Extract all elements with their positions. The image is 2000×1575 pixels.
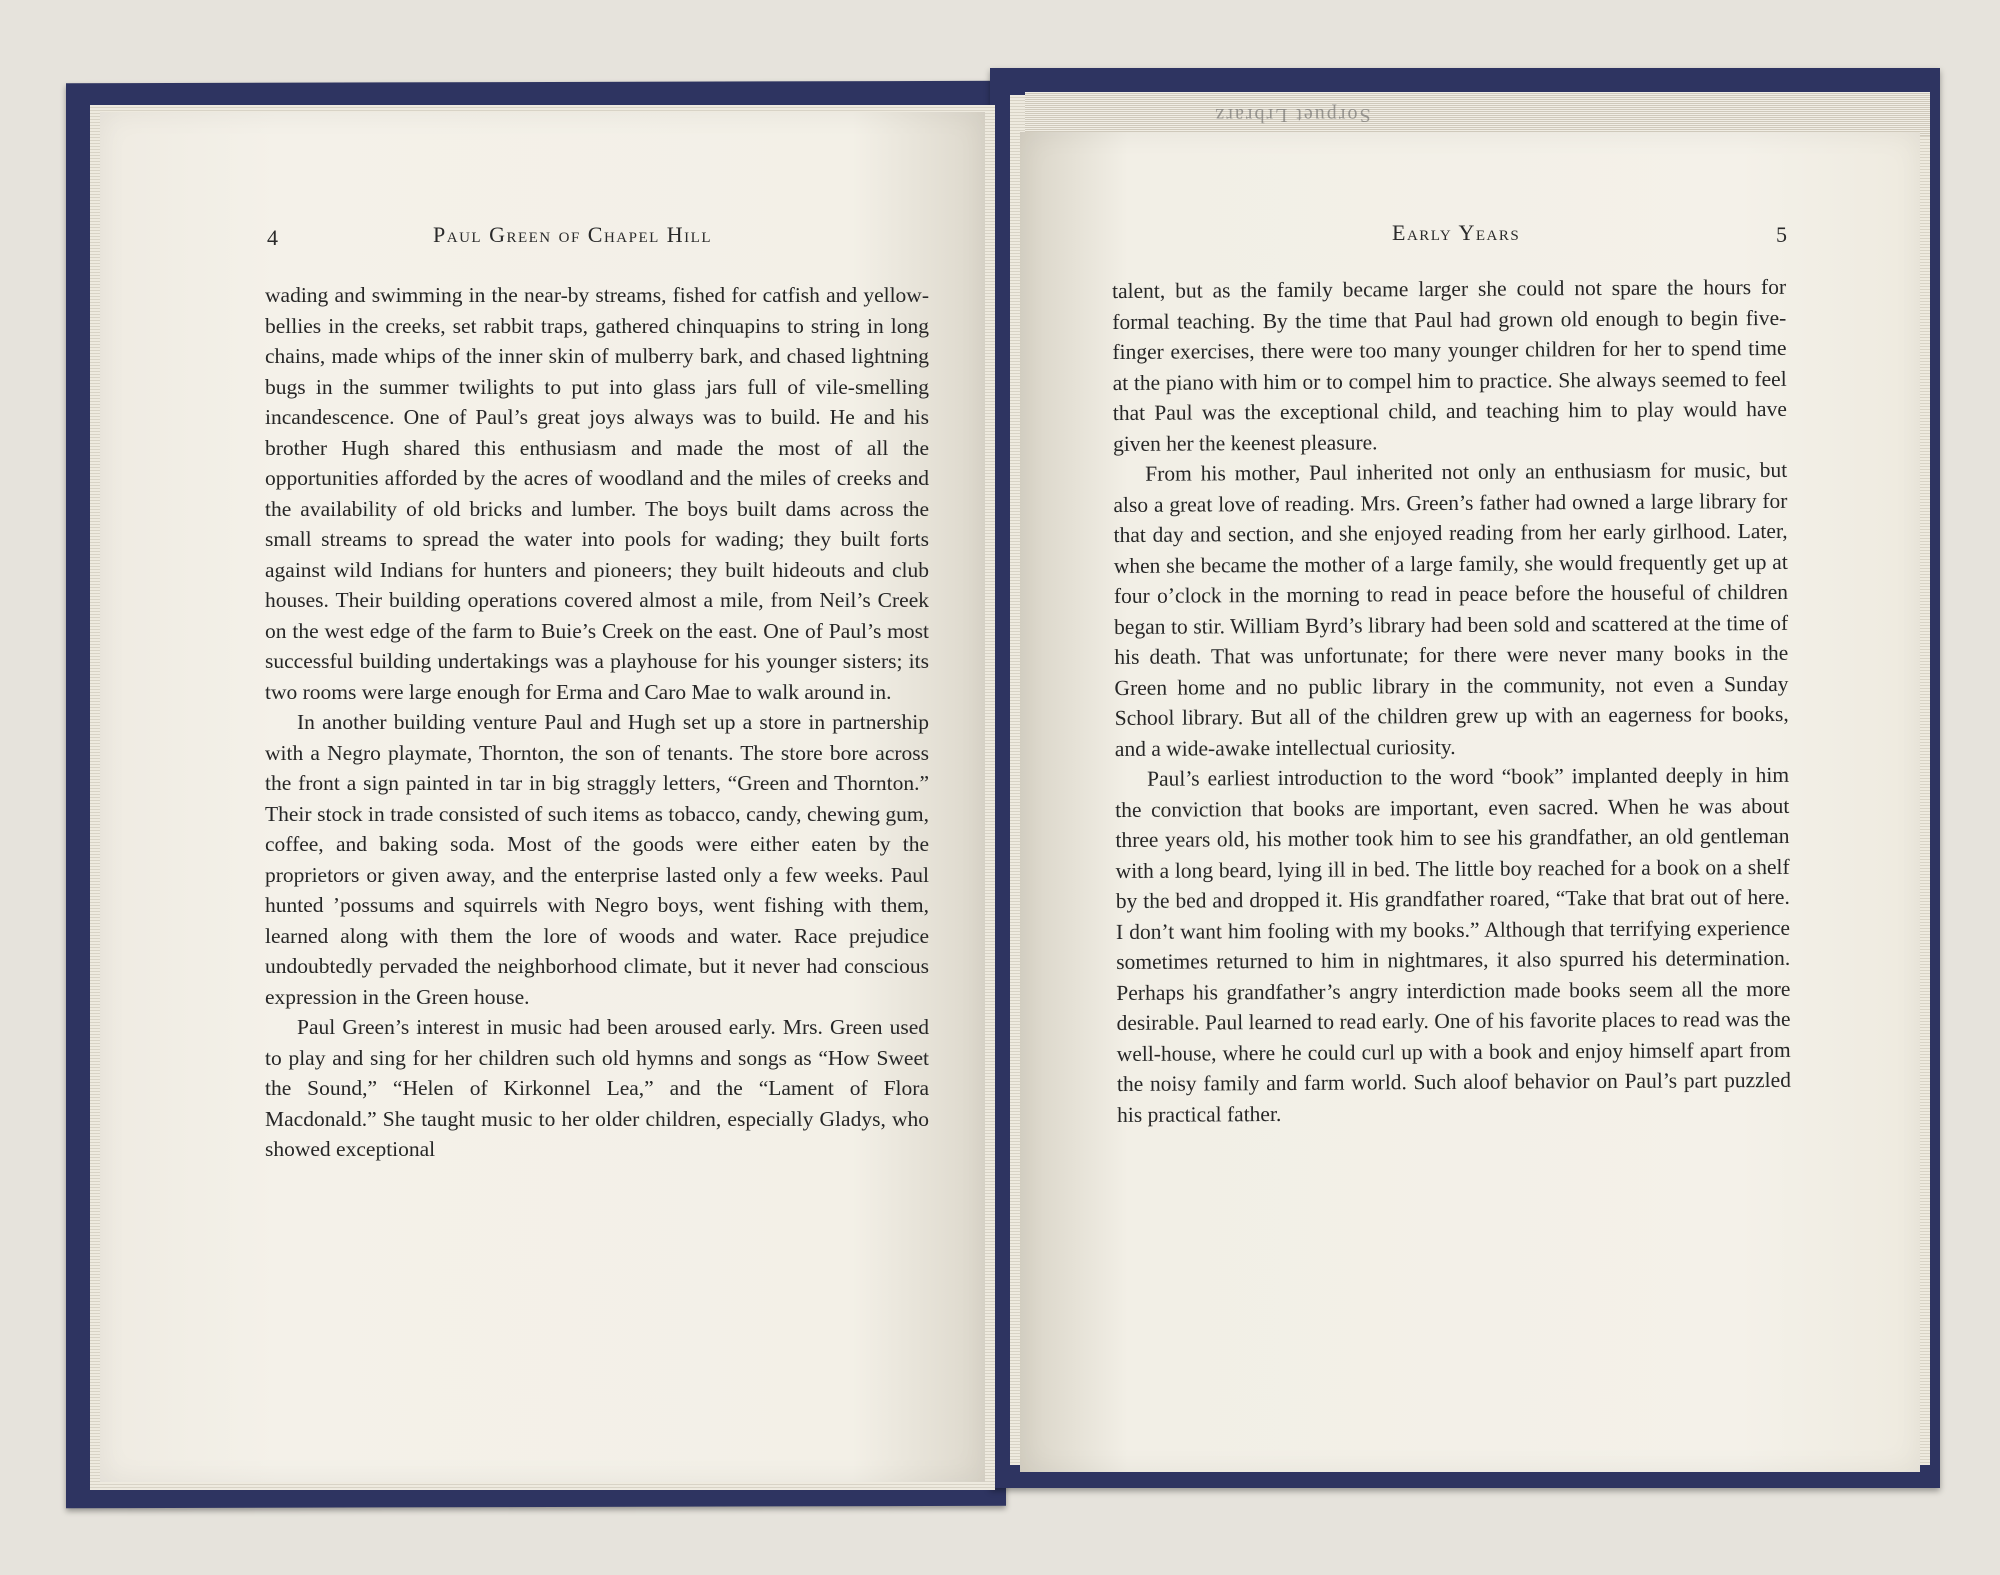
library-stamp: Sorpuet Lrbrarz (1213, 104, 1371, 126)
page-number-right: 5 (1776, 222, 1787, 247)
left-page-text (265, 280, 929, 1165)
paragraph: Paul Green’s interest in music had been aroused early. Mrs. Green used to play and sing for her children such old hymns and songs as “How Sweet the Sound,” “Helen of Kirkonnel Lea,” and the “Lament of Flora Macdonald.” She taught music to her older children, especially Gladys, who showed exceptional (265, 1015, 929, 1161)
paragraph: From his mother, Paul inherited not only an enthusiasm for music, but also a great love of reading. Mrs. Green’s father had owned a large library for that day and section, and she enjoyed reading from her early girlhood. Later, when she became the mother of a large family, she would frequently get up at four o’clock in the morning to read in peace before the houseful of children began to stir. William Byrd’s library had been sold and scattered at the time of his death. That was unfortunate; for there were never many books in the Green home and no public library in the community, not even a Sunday School library. But all of the children grew up with an eagerness for books, and a wide-awake intellectual curiosity. (1113, 457, 1789, 761)
page-number-left: 4 (267, 225, 278, 250)
paragraph: wading and swimming in the near-by streams, fished for catfish and yellow-bellies in the creeks, set rabbit traps, gathered chinquapins to string in long chains, made whips of the inner skin of mulberry bark, and chased lightning bugs in the summer twilights to put into glass jars full of vile-smelling incandescence. One of Paul’s great joys always was to build. He and his brother Hugh shared this enthusiasm and made the most of all the opportunities afforded by the acres of woodland and the miles of creeks and the availability of old bricks and lumber. The boys built dams across the small streams to spread the water into pools for wading; they built forts against wild Indians for hunters and pioneers; they built hideouts and club houses. Their building operations covered almost a mile, from Neil’s Creek on the west edge of the farm to Buie’s Creek on the east. One of Paul’s most successful building undertakings was a playhouse for his younger sisters; its two rooms were large enough for Erma and Caro Mae to walk around in. (265, 283, 929, 704)
paragraph: Paul’s earliest introduction to the word “book” implanted deeply in him the conviction that books are important, even sacred. When he was about three years old, his mother took him to see his grandfather, an old gentleman with a long beard, lying ill in bed. The little boy reached for a book on a shelf by the bed and dropped it. His grandfather roared, “Take that brat out of here. I don’t want him fooling with my books.” Although that terrifying experience sometimes returned to him in nightmares, it also spurred his determination. Perhaps his grandfather’s angry interdiction made books seem all the more desirable. Paul learned to read early. One of his favorite places to read was the well-house, where he could curl up with a book and enjoy himself apart from the noisy family and farm world. Such aloof behavior on Paul’s part puzzled his practical father. (1115, 762, 1791, 1127)
paragraph: talent, but as the family became larger she could not spare the hours for formal teaching. By the time that Paul had grown old enough to begin five-finger exercises, there were too many younger children for her to spend time at the piano with him or to compel him to practice. She always seemed to feel that Paul was the exceptional child, and teaching him to play would have given her the keenest pleasure. (1112, 274, 1787, 456)
running-head-left: Paul Green of Chapel Hill (433, 222, 713, 247)
running-head-right: Early Years (1392, 220, 1521, 245)
paragraph: In another building venture Paul and Hugh set up a store in partnership with a Negro playmate, Thornton, the son of tenants. The store bore across the front a sign painted in tar in big straggly letters, “Green and Thornton.” Their stock in trade consisted of such items as tobacco, candy, chewing gum, coffee, and baking soda. Most of the goods were either eaten by the proprietors or given away, and the enterprise lasted only a few weeks. Paul hunted ’possums and squirrels with Negro boys, went fishing with them, learned along with them the lore of woods and water. Race prejudice undoubtedly pervaded the neighborhood climate, but it never had conscious expression in the Green house. (265, 710, 929, 1009)
right-page-text (1112, 272, 1791, 1130)
